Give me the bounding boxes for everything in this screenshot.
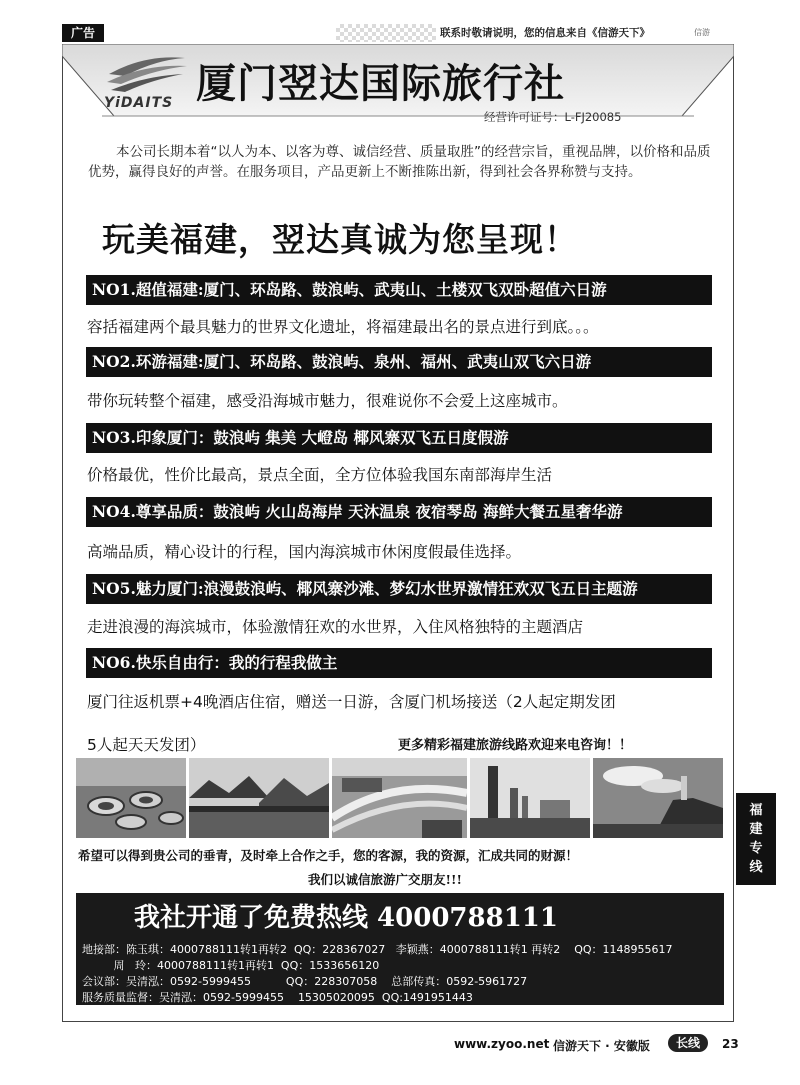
tour-desc: 走进浪漫的海滨城市，体验激情狂欢的水世界，入住风格独特的主题酒店 [87,618,584,636]
tour-title: NO2.环游福建:厦门、环岛路、鼓浪屿、泉州、福州、武夷山双飞六日游 [86,347,712,377]
tour-desc: 容括福建两个最具魅力的世界文化遗址，将福建最出名的景点进行到底。。。 [87,318,599,336]
license-number: 经营许可证号：L-FJ20085 [484,110,622,124]
tour-title: NO3.印象厦门：鼓浪屿 集美 大嶝岛 椰风寨双飞五日度假游 [86,423,712,453]
skyline-photo [470,758,590,838]
intro-paragraph: 本公司长期本着“以人为本、以客为尊、诚信经营、质量取胜”的经营宗旨，重视品牌，以价格和品质优势，赢得良好的声誉。在服务项目，产品更新上不断推陈出新，得到社会各界称赞与支持。 [88,144,711,180]
fujian-route-tab [736,793,776,885]
integrity-message: 我们以诚信旅游广交朋友!!! [308,872,462,887]
checker-pattern [336,24,436,42]
tour-title: NO5.魅力厦门:浪漫鼓浪屿、椰风寨沙滩、梦幻水世界激情狂欢双飞五日主题游 [86,574,712,604]
contact-line: 周 玲：4000788111转1再转1 QQ：1533656120 [82,959,380,972]
page-number: 23 [722,1037,739,1051]
tulou-photo [76,758,186,838]
tour-desc: 厦门往返机票+4晚酒店住宿，赠送一日游，含厦门机场接送（2人起定期发团 [87,693,616,711]
footer-publication: 信游天下 · 安徽版 [553,1039,650,1053]
contact-line: 地接部：陈玉琪：4000788111转1再转2 QQ：228367027 李颖燕：4000788111转1 再转2 QQ：1148955617 [82,943,673,956]
brand-title: 厦门翌达国际旅行社 [196,60,565,107]
tour-title: NO1.超值福建:厦门、环岛路、鼓浪屿、武夷山、土楼双飞双卧超值六日游 [86,275,712,305]
side-tab-label: 福建专线 [749,803,763,875]
ad-tag: 广告 [62,24,104,42]
tour-desc: 高端品质，精心设计的行程，国内海滨城市休闲度假最佳选择。 [87,543,522,561]
tour-title: NO4.尊享品质：鼓浪屿 火山岛海岸 天沐温泉 夜宿琴岛 海鲜大餐五星奢华游 [86,497,712,527]
more-info-note: 更多精彩福建旅游线路欢迎来电咨询！！ [398,738,633,753]
photo-strip [76,758,723,838]
footer-url: www.zyoo.net [454,1037,550,1051]
brand-english-name: YiDAITS [104,95,174,111]
partnership-message: 希望可以得到贵公司的垂青，及时牵上合作之手，您的客源，我的资源，汇成共同的财源！ [78,848,579,863]
footer-badge: 长线 [668,1034,708,1052]
tour-desc: 价格最优，性价比最高，景点全面，全方位体验我国东南部海岸生活 [87,466,553,484]
island-photo [593,758,723,838]
tour-desc: 带你玩转整个福建，感受沿海城市魅力，很难说你不会爱上这座城市。 [87,392,568,410]
yidaits-logo-icon [105,52,189,96]
top-logo: 信游 [694,28,710,37]
contact-line: 服务质量监督：吴清泓：0592-5999455 15305020095 QQ:1491951443 [82,991,473,1004]
slogan: 玩美福建，翌达真诚为您呈现！ [102,220,578,259]
tour-desc-continued: 5人起天天发团） [87,736,206,754]
ring-road-photo [332,758,467,838]
contact-line: 会议部：吴清泓：0592-5999455 QQ：228307058 总部传真：0592-5961727 [82,975,528,988]
top-note: 联系时敬请说明，您的信息来自《信游天下》 [440,27,650,39]
hotline-banner: 我社开通了免费热线 4000788111 [134,903,558,933]
wuyishan-photo [189,758,329,838]
tour-title: NO6.快乐自由行：我的行程我做主 [86,648,712,678]
